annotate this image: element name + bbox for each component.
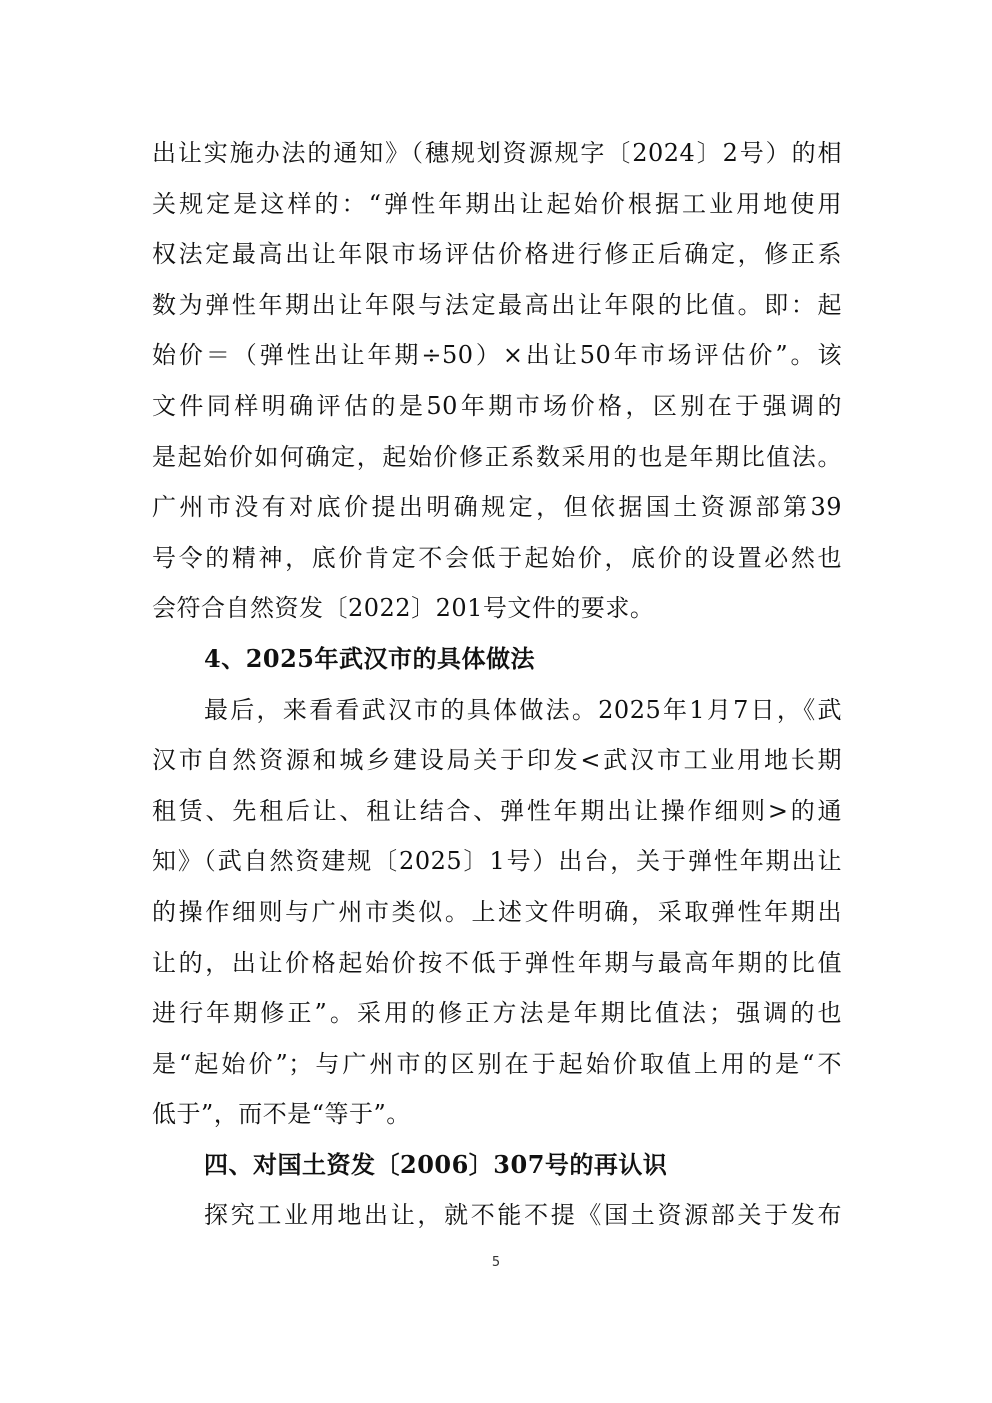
text-line: 是“起始价”；与广州市的区别在于起始价取值上用的是“不 bbox=[152, 1049, 842, 1078]
section-heading-four: 四、对国土资发〔2006〕307号的再认识 bbox=[204, 1149, 668, 1179]
text-line: 始价＝（弹性出让年期÷50）×出让50年市场评估价”。该 bbox=[152, 341, 842, 370]
text-line: 进行年期修正”。采用的修正方法是年期比值法；强调的也 bbox=[152, 999, 842, 1028]
text-line: 低于”，而不是“等于”。 bbox=[152, 1100, 411, 1129]
text-line: 的操作细则与广州市类似。上述文件明确，采取弹性年期出 bbox=[152, 897, 842, 926]
text-line: 最后，来看看武汉市的具体做法。2025年1月7日，《武 bbox=[204, 695, 842, 724]
text-line: 让的，出让价格起始价按不低于弹性年期与最高年期的比值 bbox=[152, 948, 842, 977]
text-line: 租赁、先租后让、租让结合、弹性年期出让操作细则>的通 bbox=[152, 796, 842, 825]
text-line: 文件同样明确评估的是50年期市场价格，区别在于强调的 bbox=[152, 391, 842, 420]
text-line: 汉市自然资源和城乡建设局关于印发<武汉市工业用地长期 bbox=[152, 746, 842, 775]
paragraph-guangzhou bbox=[152, 128, 842, 634]
text-line: 会符合自然资发〔2022〕201号文件的要求。 bbox=[152, 594, 655, 623]
text-line: 是起始价如何确定，起始价修正系数采用的也是年期比值法。 bbox=[152, 442, 842, 471]
text-line: 出让实施办法的通知》（穗规划资源规字〔2024〕2号）的相 bbox=[152, 139, 842, 167]
text-line: 知》（武自然资建规〔2025〕1号）出台，关于弹性年期出让 bbox=[152, 847, 842, 876]
paragraph-wuhan bbox=[152, 685, 842, 1140]
text-line: 探究工业用地出让，就不能不提《国土资源部关于发布 bbox=[204, 1201, 842, 1230]
page-body bbox=[152, 128, 842, 1241]
text-line: 权法定最高出让年限市场评估价格进行修正后确定，修正系 bbox=[152, 240, 842, 269]
text-line: 关规定是这样的：“弹性年期出让起始价根据工业用地使用 bbox=[152, 189, 842, 218]
page-number: 5 bbox=[491, 1255, 501, 1270]
section-heading-wuhan: 4、2025年武汉市的具体做法 bbox=[204, 643, 535, 673]
text-line: 广州市没有对底价提出明确规定，但依据国土资源部第39 bbox=[152, 493, 842, 522]
text-line: 号令的精神，底价肯定不会低于起始价，底价的设置必然也 bbox=[152, 543, 842, 572]
text-line: 数为弹性年期出让年限与法定最高出让年限的比值。即：起 bbox=[152, 290, 842, 319]
paragraph-307 bbox=[152, 1190, 842, 1241]
